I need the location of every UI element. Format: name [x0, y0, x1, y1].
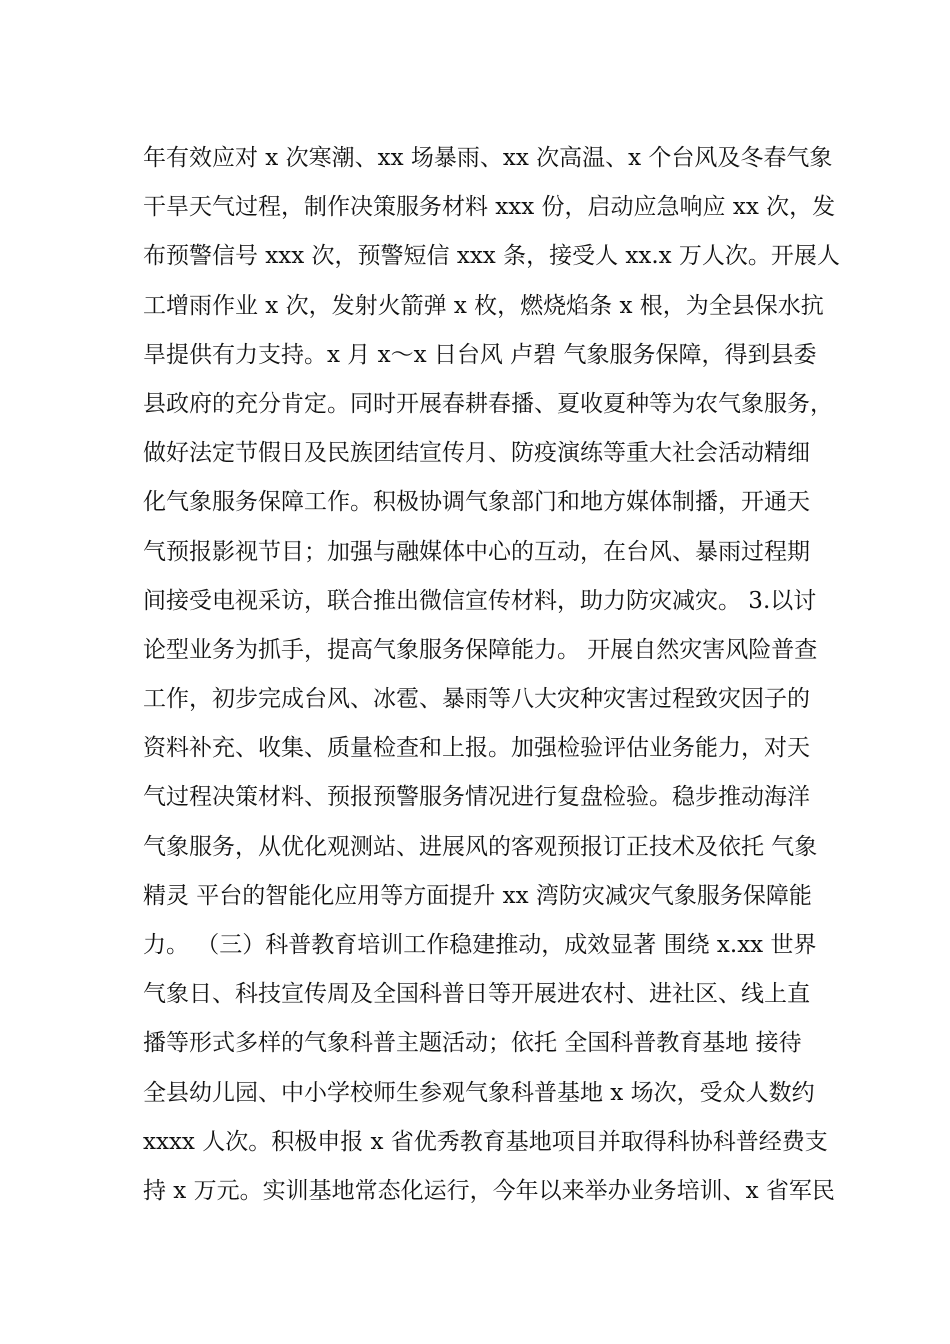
text-line: 间接受电视采访，联合推出微信宣传材料，助力防灾减灾。 3.以讨 [143, 587, 817, 614]
text-line: 气预报影视节目；加强与融媒体中心的互动，在台风、暴雨过程期 [143, 538, 810, 565]
text-line: 气象服务，从优化观测站、进展风的客观预报订正技术及依托 气象 [143, 833, 818, 860]
text-line: 旱提供有力支持。x 月 x～x 日台风 卢碧 气象服务保障，得到县委 [143, 341, 817, 368]
text-line: 气象日、科技宣传周及全国科普日等开展进农村、进社区、线上直 [143, 981, 810, 1008]
text-line: 论型业务为抓手，提高气象服务保障能力。 开展自然灾害风险普查 [143, 636, 818, 663]
text-line: xxxx 人次。积极申报 x 省优秀教育基地项目并取得科协科普经费支 [143, 1128, 828, 1155]
text-line: 县政府的充分肯定。同时开展春耕春播、夏收夏种等为农气象服务， [143, 390, 833, 417]
text-line: 气过程决策材料、预报预警服务情况进行复盘检验。稳步推动海洋 [143, 784, 810, 811]
text-line: 持 x 万元。实训基地常态化运行，今年以来举办业务培训、x 省军民 [143, 1177, 835, 1204]
text-line: 干旱天气过程，制作决策服务材料 xxx 份，启动应急响应 xx 次，发 [143, 194, 836, 221]
text-line: 工增雨作业 x 次，发射火箭弹 x 枚，燃烧焰条 x 根，为全县保水抗 [143, 292, 824, 319]
text-line: 做好法定节假日及民族团结宣传月、防疫演练等重大社会活动精细 [143, 440, 810, 467]
text-line: 化气象服务保障工作。积极协调气象部门和地方媒体制播，开通天 [143, 489, 810, 516]
text-line: 播等形式多样的气象科普主题活动；依托 全国科普教育基地 接待 [143, 1030, 802, 1057]
text-line: 年有效应对 x 次寒潮、xx 场暴雨、xx 次高温、x 个台风及冬春气象 [143, 145, 833, 171]
text-line: 资料补充、收集、质量检查和上报。加强检验评估业务能力，对天 [143, 735, 810, 762]
text-line: 全县幼儿园、中小学校师生参观气象科普基地 x 场次，受众人数约 [143, 1079, 815, 1106]
text-line: 力。 （三）科普教育培训工作稳建推动，成效显著 围绕 x.xx 世界 [143, 932, 817, 958]
text-line: 布预警信号 xxx 次，预警短信 xxx 条，接受人 xx.x 万人次。开展人 [143, 243, 840, 270]
text-line: 工作，初步完成台风、冰雹、暴雨等八大灾种灾害过程致灾因子的 [143, 686, 810, 713]
body-text [143, 134, 840, 1216]
text-line: 精灵 平台的智能化应用等方面提升 xx 湾防灾减灾气象服务保障能 [143, 882, 812, 909]
